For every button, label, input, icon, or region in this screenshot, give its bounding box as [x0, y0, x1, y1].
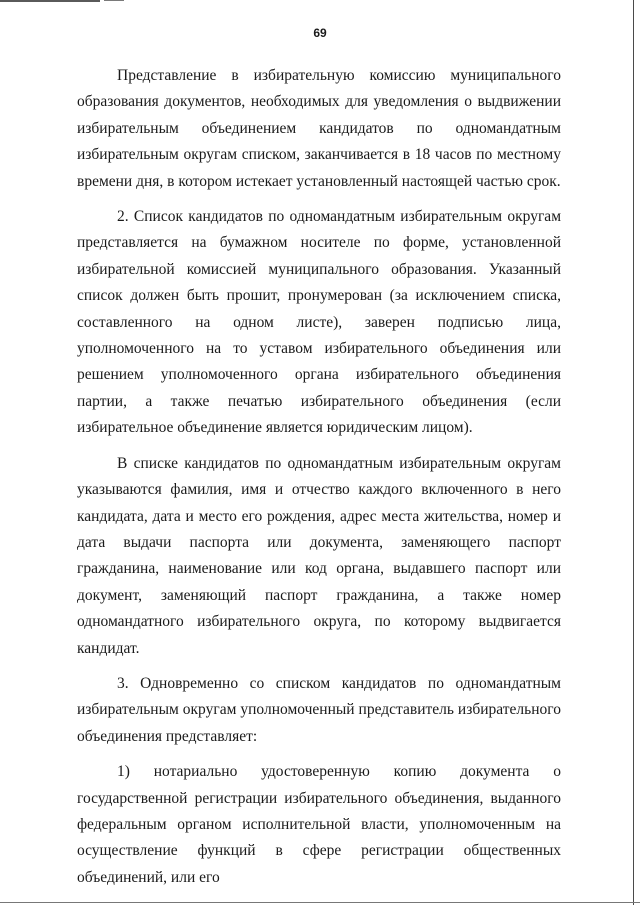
scan-edge-top [0, 0, 100, 2]
paragraph-submission-deadline: Представление в избирательную комиссию муниципального образования документов, необходимых для уведомления о выдвижении избирательным объединением кандидатов по одномандатным избирательным округам списком, заканчивается в 18 часов по местному времени дня, в котором истекает установленный настоящей частью срок. [77, 67, 561, 190]
page-number: 69 [313, 26, 327, 40]
paragraph-item-1-registration-copy: 1) нотариально удостоверенную копию документа о государственной регистрации избирательного объединения, выданного федеральным органом исполнительной власти, уполномоченным на осуществление функций в сфере регистрации общественных объединений, или его [77, 763, 561, 886]
scan-edge-top-mark [104, 0, 124, 1]
paragraph-additional-documents: 3. Одновременно со списком кандидатов по одномандатным избирательным округам уполномоченный представитель избирательного объединения представляет: [77, 674, 561, 745]
scan-edge-right [633, 0, 634, 905]
scan-edge-bottom [0, 902, 640, 903]
paragraph-candidate-list-contents: В списке кандидатов по одномандатным избирательным округам указываются фамилия, имя и отчество каждого включенного в него кандидата, дата и место его рождения, адрес места жительства, номер и дата выдачи паспорта или документа, заменяющего паспорт гражданина, наименование или код органа, выдавшего паспорт или документ, заменяющий паспорт гражданина, а также номер одномандатного избирательного округа, по которому выдвигается кандидат. [77, 454, 561, 657]
paragraph-candidate-list-form: 2. Список кандидатов по одномандатным избирательным округам представляется на бумажном носителе по форме, установленной избирательной комиссией муниципального образования. Указанный список должен быть прошит, пронумерован (за исключением списка, составленного на одном листе), заверен подписью лица, уполномоченного на то уставом избирательного объединения или решением уполномоченного органа избирательного объединения партии, а также печатью избирательного объединения (если избирательное объединение является юридическим лицом). [77, 208, 561, 437]
document-body [77, 63, 561, 891]
